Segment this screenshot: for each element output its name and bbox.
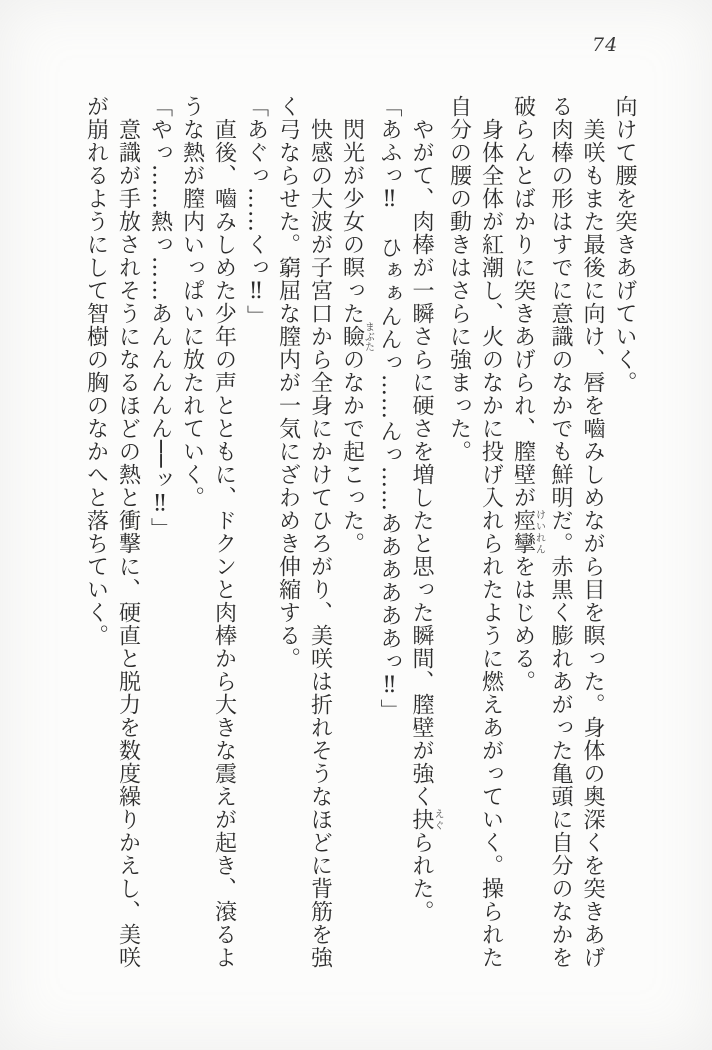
text-line: やがて、肉棒が一瞬さらに硬さを増したと思った瞬間、膣壁が強く抉えぐられた。 [409,118,443,923]
furigana-text: まぶた [362,321,374,352]
text-line: 身体全体が紅潮し、火のなかに投げ入れられたように燃えあがっていく。操られた [478,118,504,969]
text-line: 直後、嚙みしめた少年の声とともに、ドクンと肉棒から大きな震えが起き、滾るよ [211,118,237,969]
text-line: 「あふっ‼ ひぁぁんんっ……んっ……ああああああっ‼」 [377,95,402,722]
text-line: 美咲もまた最後に向け、唇を嚙みしめながら目を瞑った。身体の奥深くを突きあげ [580,118,605,969]
furigana-annotated-word: 抉えぐ [409,808,443,831]
text-line: く弓ならせた。窮屈な膣内が一気にざわめき伸縮する。 [275,95,301,670]
furigana-text: えぐ [432,808,443,831]
page-number: 74 [592,34,619,56]
text-line: 向けて腰を突きあげていく。 [612,95,637,394]
text-block [80,95,641,1000]
furigana-annotated-word: 瞼まぶた [339,321,374,352]
text-line: うな熱が膣内いっぱいに放たれていく。 [179,95,205,509]
furigana-text: けいれん [533,509,545,555]
furigana-annotated-word: 痙攣けいれん [510,509,545,555]
text-line: 意識が手放されそうになるほどの熱と衝撃に、硬直と脱力を数度繰りかえし、美咲 [115,118,141,969]
text-line: 「あぐっ……くっ‼」 [243,95,269,328]
text-line: る肉棒の形はすでに意識のなかでも鮮明だ。赤黒く膨れあがった亀頭に自分のなかを [548,95,573,969]
text-line: 破らんとばかりに突きあげられ、膣壁が痙攣けいれんをはじめる。 [510,95,545,693]
text-line: が崩れるようにして智樹の胸のなかへと落ちていく。 [83,95,109,647]
text-line: 閃光が少女の瞑った瞼まぶたのなかで起こった。 [339,118,374,555]
text-line: 「やっ……熱っ……あんんんんん──ッ‼」 [147,95,173,541]
text-line: 快感の大波が子宮口から全身にかけてひろがり、美咲は折れそうなほどに背筋を強 [307,118,333,969]
text-line: 自分の腰の動きはさらに強まった。 [446,95,472,463]
